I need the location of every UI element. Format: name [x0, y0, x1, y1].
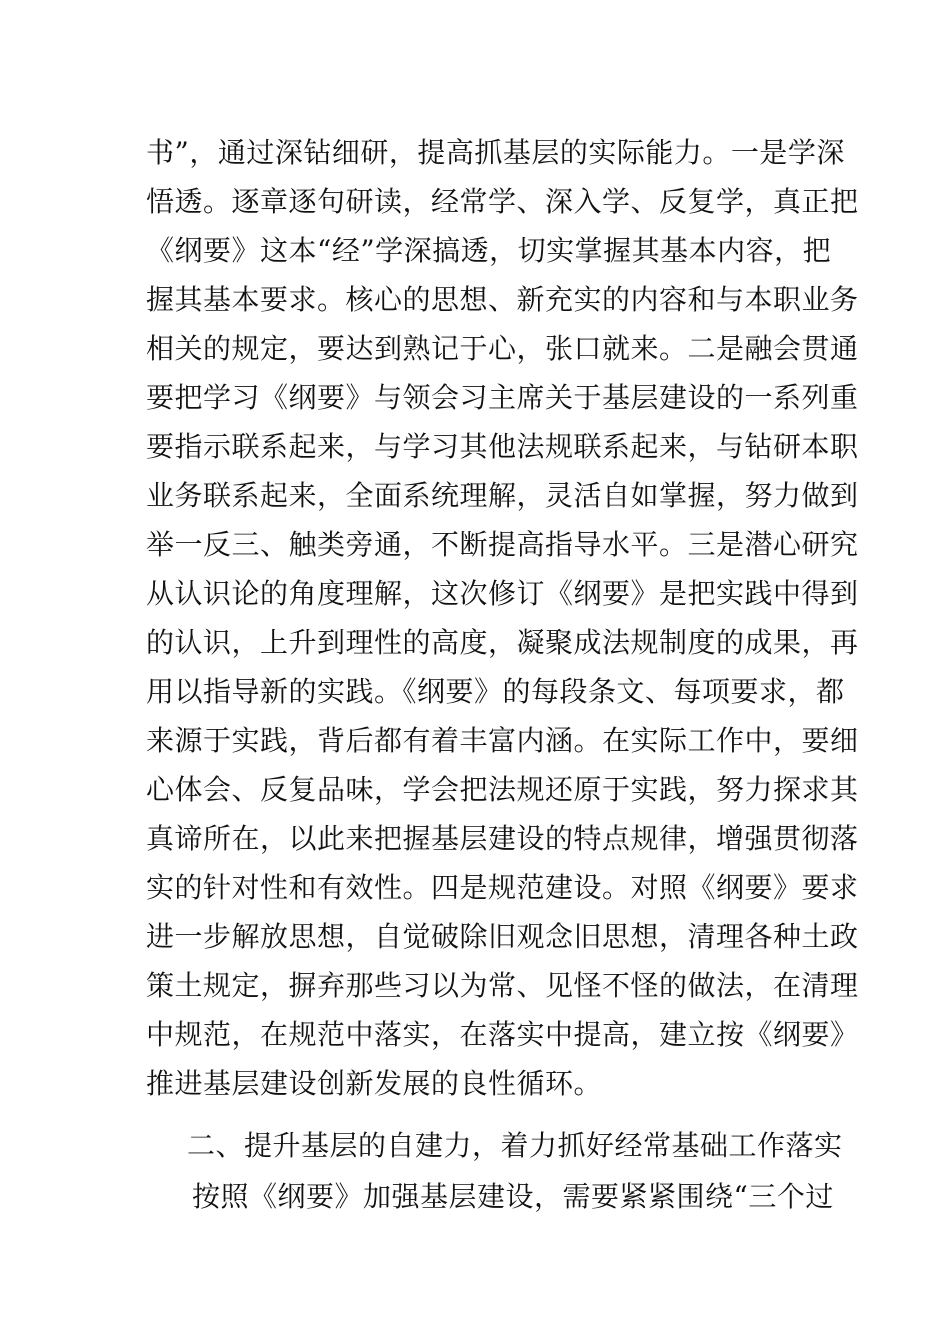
body-text-line: 真谛所在，以此来把握基层建设的特点规律，增强贯彻落 [146, 822, 859, 855]
body-text-line: 要把学习《纲要》与领会习主席关于基层建设的一系列重 [146, 381, 859, 414]
body-text-line: 从认识论的角度理解，这次修订《纲要》是把实践中得到 [146, 577, 859, 610]
body-text-line: 悟透。逐章逐句研读，经常学、深入学、反复学，真正把 [146, 185, 859, 218]
body-text-line: 中规范，在规范中落实，在落实中提高，建立按《纲要》 [146, 1018, 859, 1051]
section-heading: 二、提升基层的自建力，着力抓好经常基础工作落实 [187, 1129, 843, 1162]
body-text-line: 实的针对性和有效性。四是规范建设。对照《纲要》要求 [146, 871, 859, 904]
body-text-line: 业务联系起来，全面系统理解，灵活自如掌握，努力做到 [146, 479, 859, 512]
body-text-line: 推进基层建设创新发展的良性循环。 [146, 1067, 603, 1100]
body-text-line: 要指示联系起来，与学习其他法规联系起来，与钻研本职 [146, 430, 859, 463]
body-text-line: 心体会、反复品味，学会把法规还原于实践，努力探求其 [146, 773, 859, 806]
body-text-line: 的认识，上升到理性的高度，凝聚成法规制度的成果，再 [146, 626, 859, 659]
body-text-line: 来源于实践，背后都有着丰富内涵。在实际工作中，要细 [146, 724, 859, 757]
body-text-line: 握其基本要求。核心的思想、新充实的内容和与本职业务 [146, 283, 859, 316]
body-text-line: 书”，通过深钻细研，提高抓基层的实际能力。一是学深 [146, 136, 845, 169]
body-text-line: 进一步解放思想，自觉破除旧观念旧思想，清理各种土政 [146, 920, 859, 953]
body-text-line: 策土规定，摒弃那些习以为常、见怪不怪的做法，在清理 [146, 969, 859, 1002]
paragraph-first-line: 按照《纲要》加强基层建设，需要紧紧围绕“三个过 [192, 1180, 834, 1213]
body-text-line: 举一反三、触类旁通，不断提高指导水平。三是潜心研究 [146, 528, 859, 561]
body-text-line: 用以指导新的实践。《纲要》的每段条文、每项要求，都 [146, 675, 845, 708]
body-text-line: 《纲要》这本“经”学深搞透，切实掌握其基本内容，把 [146, 234, 832, 267]
body-text-line: 相关的规定，要达到熟记于心，张口就来。二是融会贯通 [146, 332, 859, 365]
